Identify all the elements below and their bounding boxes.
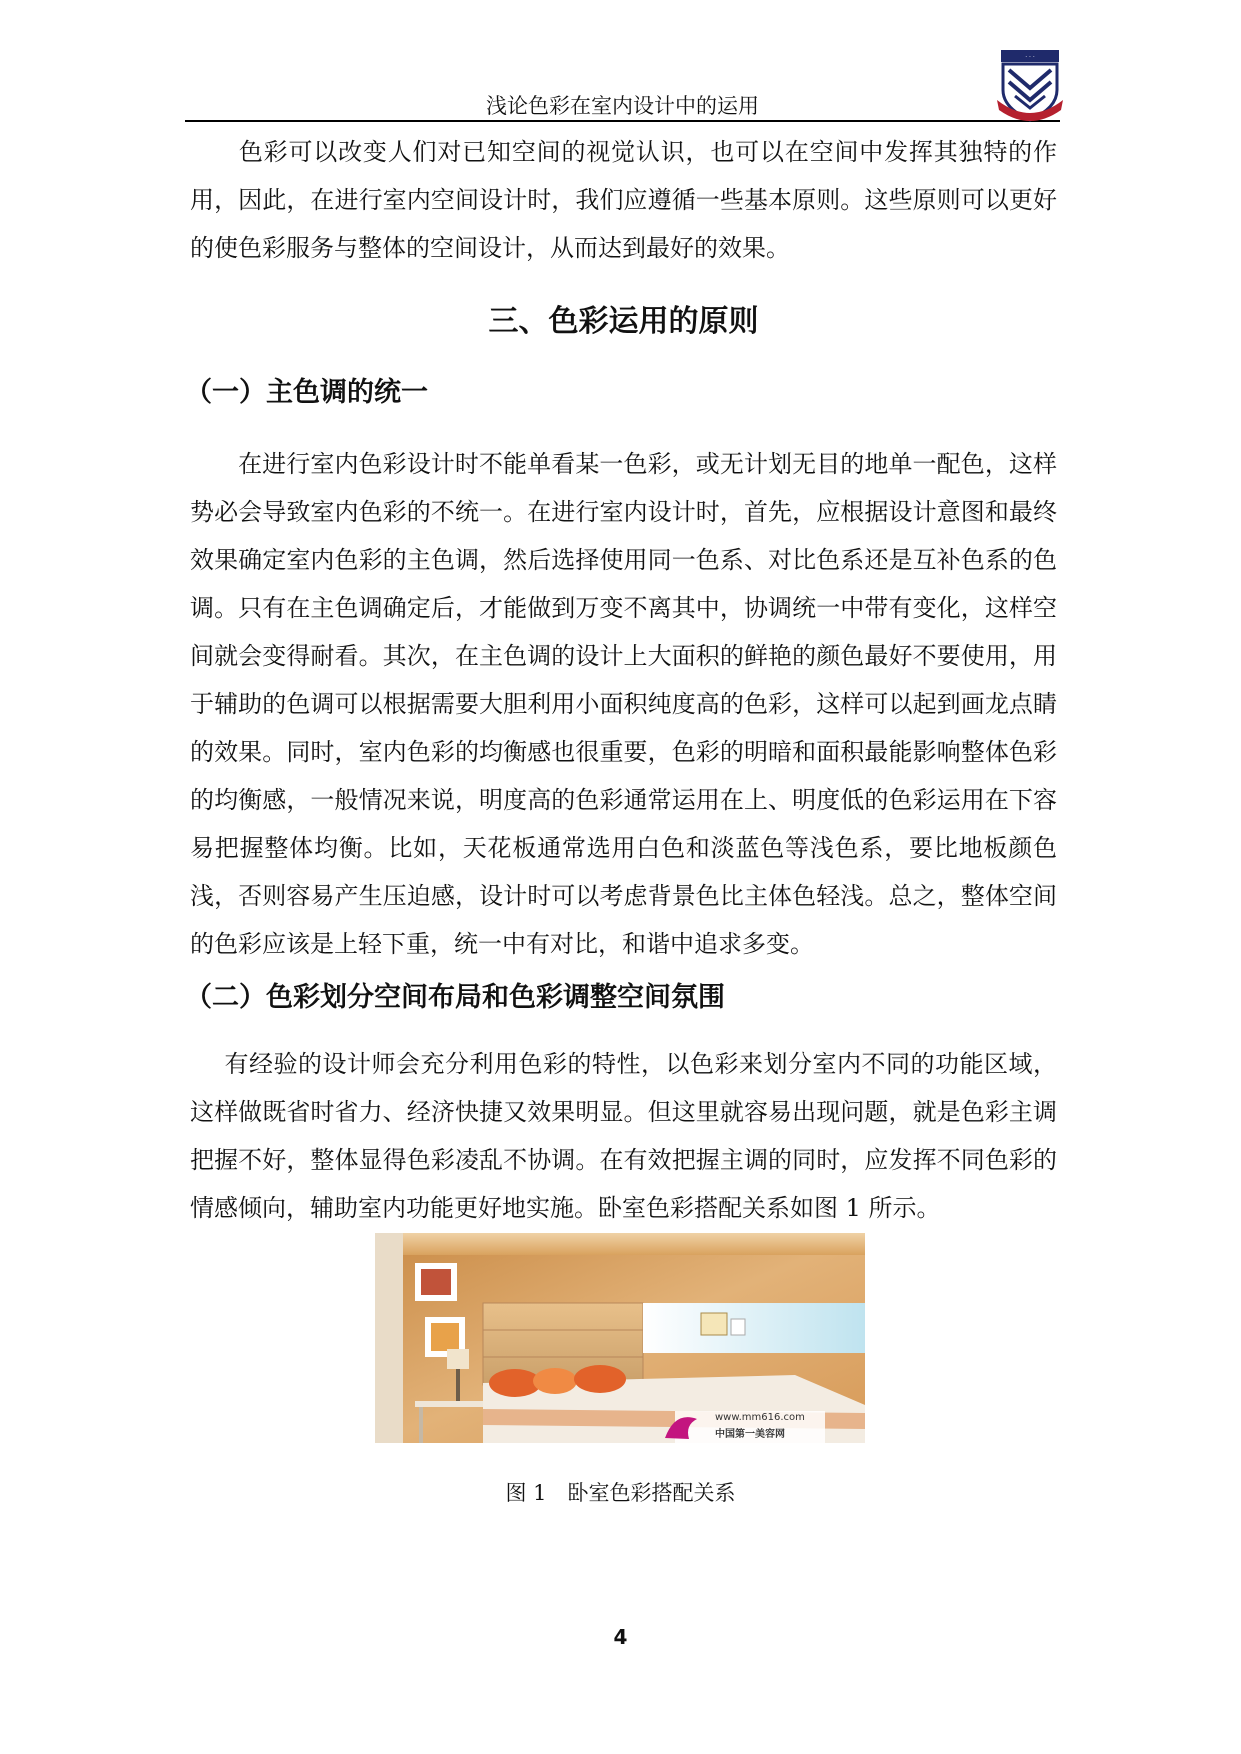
subsection-title-1: （一）主色调的统一	[185, 377, 428, 408]
subsection-2-paragraph-text: 有经验的设计师会充分利用色彩的特性，以色彩来划分室内不同的功能区域，这样做既省时省力、经济快捷又效果明显。但这里就容易出现问题，就是色彩主调把握不好，整体显得色彩凌乱不协调。在有效把握主调的同时，应发挥不同色彩的情感倾向，辅助室内功能更好地实施。卧室色彩搭配关系如图 1 所示。	[190, 1050, 1057, 1222]
header-rule	[185, 120, 1060, 122]
subsection-1-paragraph	[190, 440, 1057, 968]
figure-caption: 图 1 卧室色彩搭配关系	[505, 1481, 736, 1505]
section-title: 三、色彩运用的原则	[488, 304, 759, 339]
watermark-text: 中国第一美容网	[715, 1429, 785, 1440]
intro-paragraph-text: 色彩可以改变人们对已知空间的视觉认识，也可以在空间中发挥其独特的作用，因此，在进行室内空间设计时，我们应遵循一些基本原则。这些原则可以更好的使色彩服务与整体的空间设计，从而达到最好的效果。	[190, 138, 1057, 262]
page-number: 4	[613, 1625, 628, 1649]
intro-paragraph	[190, 128, 1057, 272]
bedroom-photo	[375, 1233, 865, 1443]
header-title: 浅论色彩在室内设计中的运用	[486, 94, 759, 118]
university-crest-icon	[995, 48, 1065, 124]
page-header	[185, 70, 1060, 122]
svg-text:· · ·: · · ·	[1025, 54, 1035, 61]
watermark-url: www.mm616.com	[715, 1412, 805, 1423]
subsection-2-paragraph	[190, 1040, 1057, 1232]
subsection-1-paragraph-text: 在进行室内色彩设计时不能单看某一色彩，或无计划无目的地单一配色，这样势必会导致室内色彩的不统一。在进行室内设计时，首先，应根据设计意图和最终效果确定室内色彩的主色调，然后选择使用同一色系、对比色系还是互补色系的色调。只有在主色调确定后，才能做到万变不离其中，协调统一中带有变化，这样空间就会变得耐看。其次，在主色调的设计上大面积的鲜艳的颜色最好不要使用，用于辅助的色调可以根据需要大胆利用小面积纯度高的色彩，这样可以起到画龙点睛的效果。同时，室内色彩的均衡感也很重要，色彩的明暗和面积最能影响整体色彩的均衡感，一般情况来说，明度高的色彩通常运用在上、明度低的色彩运用在下容易把握整体均衡。比如，天花板通常选用白色和淡蓝色等浅色系，要比地板颜色浅，否则容易产生压迫感，设计时可以考虑背景色比主体色轻浅。总之，整体空间的色彩应该是上轻下重，统一中有对比，和谐中追求多变。	[190, 450, 1057, 958]
subsection-title-2: （二）色彩划分空间布局和色彩调整空间氛围	[185, 982, 725, 1013]
